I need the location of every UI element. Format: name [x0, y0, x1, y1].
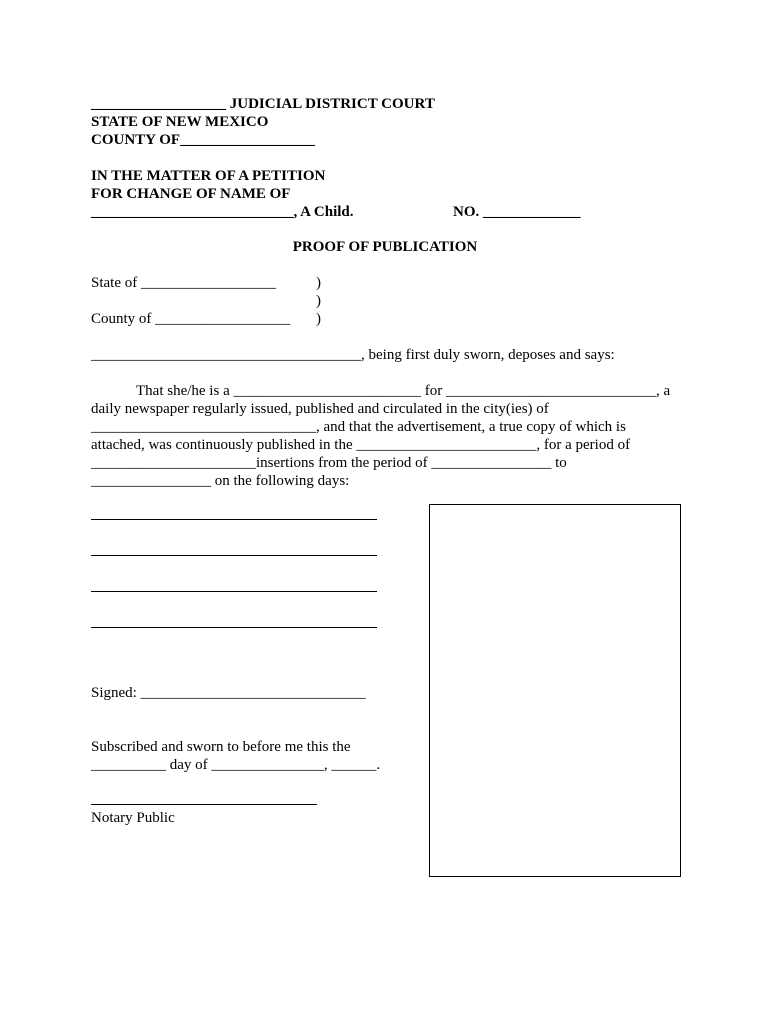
publication-date-line-3 [91, 591, 377, 592]
venue-paren-3: ) [316, 311, 321, 327]
publication-date-line-1 [91, 519, 377, 520]
advertisement-attachment-box [429, 504, 681, 877]
matter-line-1: IN THE MATTER OF A PETITION [91, 168, 326, 184]
notary-public-label: Notary Public [91, 810, 175, 826]
affiant-line: ____________________________________, being first duly sworn, deposes and says: [91, 347, 615, 363]
subscribed-line-1: Subscribed and sworn to before me this the [91, 739, 351, 755]
signed-line: Signed: ______________________________ [91, 685, 366, 701]
venue-state: State of __________________ [91, 275, 276, 291]
body-line-2: daily newspaper regularly issued, published and circulated in the city(ies) of [91, 401, 549, 417]
body-line-5: ______________________insertions from the period of ________________ to [91, 455, 567, 471]
subscribed-line-2: __________ day of _______________, ______. [91, 757, 381, 773]
venue-paren-2: ) [316, 293, 321, 309]
publication-date-line-2 [91, 555, 377, 556]
venue-county: County of __________________ [91, 311, 291, 327]
county-line: COUNTY OF__________________ [91, 132, 316, 148]
body-line-3: ______________________________, and that the advertisement, a true copy of which is [91, 419, 626, 435]
state-line: STATE OF NEW MEXICO [91, 114, 269, 130]
notary-signature-line [91, 804, 317, 805]
case-number: NO. _____________ [453, 204, 581, 220]
body-line-6: ________________ on the following days: [91, 473, 350, 489]
body-line-4: attached, was continuously published in the ________________________, for a period of [91, 437, 631, 453]
venue-paren-1: ) [316, 275, 321, 291]
matter-line-2: FOR CHANGE OF NAME OF [91, 186, 291, 202]
court-line: __________________ JUDICIAL DISTRICT COURT [91, 96, 435, 112]
document-title: PROOF OF PUBLICATION [292, 239, 478, 255]
publication-date-line-4 [91, 627, 377, 628]
body-line-1: That she/he is a _________________________ for ____________________________, a [136, 383, 671, 399]
child-name-line: ___________________________, A Child. [91, 204, 354, 220]
